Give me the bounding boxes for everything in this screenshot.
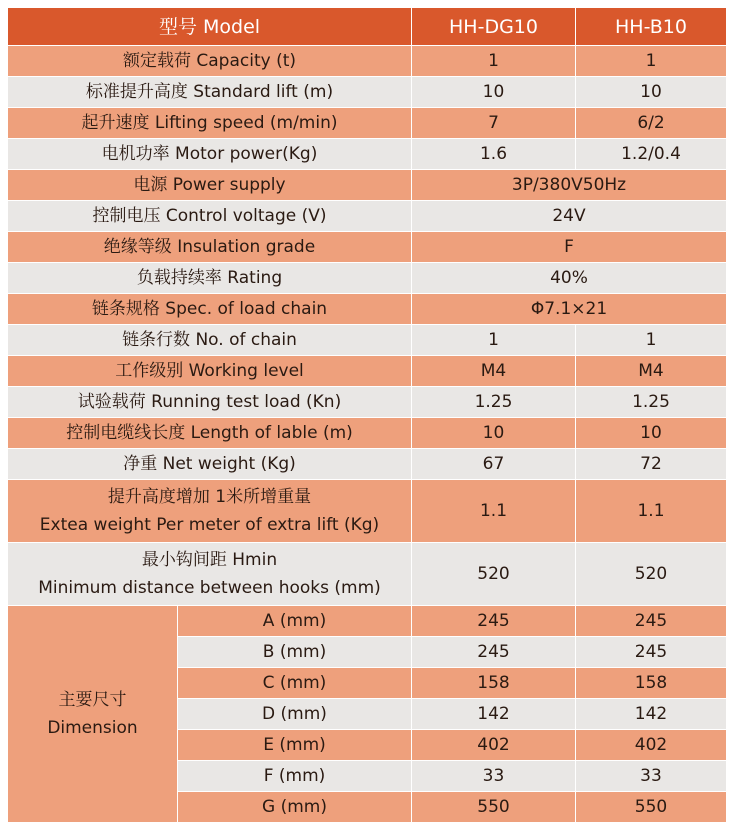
row-label: 控制电缆线长度 Length of lable (m) [8, 418, 412, 449]
row-value-2: 72 [576, 449, 727, 480]
row-value-2: 520 [576, 543, 727, 606]
row-value-2: 245 [576, 637, 727, 668]
row-label: 标准提升高度 Standard lift (m) [8, 77, 412, 108]
hmin-label-en: Minimum distance between hooks (mm) [38, 578, 381, 598]
row-value-1: 1.25 [412, 387, 576, 418]
row-value-2: 10 [576, 77, 727, 108]
table-row [8, 387, 727, 418]
row-label: 工作级别 Working level [8, 356, 412, 387]
row-label: 负载持续率 Rating [8, 263, 412, 294]
row-value-1: 402 [412, 730, 576, 761]
row-value-1: 10 [412, 77, 576, 108]
row-value-1: 10 [412, 418, 576, 449]
row-value-1: M4 [412, 356, 576, 387]
row-label: 控制电压 Control voltage (V) [8, 201, 412, 232]
row-value-2: 1.2/0.4 [576, 139, 727, 170]
row-label: 额定载荷 Capacity (t) [8, 46, 412, 77]
dimension-sub-label: G (mm) [178, 792, 412, 823]
row-value-2: 1.25 [576, 387, 727, 418]
dimension-sub-label: A (mm) [178, 606, 412, 637]
row-value-1: 245 [412, 606, 576, 637]
table-row [8, 201, 727, 232]
row-value-2: 402 [576, 730, 727, 761]
row-value-2: 550 [576, 792, 727, 823]
table-row [8, 356, 727, 387]
dimension-row [8, 606, 727, 637]
table-row [8, 449, 727, 480]
row-label: 净重 Net weight (Kg) [8, 449, 412, 480]
table-row [8, 418, 727, 449]
row-value-1: 1 [412, 46, 576, 77]
row-value-1: 158 [412, 668, 576, 699]
row-value-2: 142 [576, 699, 727, 730]
hmin-label-cn: 最小钩间距 Hmin [141, 550, 278, 570]
table-row [8, 77, 727, 108]
dimension-label-cn: 主要尺寸 [58, 690, 127, 710]
table-row [8, 294, 727, 325]
dimension-label-en: Dimension [47, 718, 138, 738]
row-value-1: 520 [412, 543, 576, 606]
row-value-2: 10 [576, 418, 727, 449]
row-value-1: 142 [412, 699, 576, 730]
table-row-extra-weight [8, 480, 727, 543]
extra-weight-label-en: Extea weight Per meter of extra lift (Kg) [39, 515, 380, 535]
row-value-merged: Φ7.1×21 [412, 294, 727, 325]
row-value-1: 67 [412, 449, 576, 480]
dimension-sub-label: F (mm) [178, 761, 412, 792]
row-value-1: 550 [412, 792, 576, 823]
table-row [8, 139, 727, 170]
row-value-2: 1 [576, 46, 727, 77]
row-value-merged: F [412, 232, 727, 263]
row-value-merged: 24V [412, 201, 727, 232]
table-row-hmin [8, 543, 727, 606]
row-value-2: 6/2 [576, 108, 727, 139]
dimension-sub-label: B (mm) [178, 637, 412, 668]
dimension-sub-label: E (mm) [178, 730, 412, 761]
dimension-sub-label: C (mm) [178, 668, 412, 699]
table-row [8, 325, 727, 356]
extra-weight-label-cn: 提升高度增加 1米所增重量 [107, 487, 312, 507]
table-row [8, 170, 727, 201]
row-value-merged: 3P/380V50Hz [412, 170, 727, 201]
row-value-2: 33 [576, 761, 727, 792]
row-value-1: 7 [412, 108, 576, 139]
extra-weight-label [8, 480, 412, 543]
row-label: 起升速度 Lifting speed (m/min) [8, 108, 412, 139]
row-value-1: 245 [412, 637, 576, 668]
header-row [8, 8, 727, 46]
spec-table [7, 7, 727, 823]
row-value-2: M4 [576, 356, 727, 387]
row-value-merged: 40% [412, 263, 727, 294]
table-row [8, 46, 727, 77]
row-label: 链条行数 No. of chain [8, 325, 412, 356]
hmin-label [8, 543, 412, 606]
row-value-1: 1.1 [412, 480, 576, 543]
header-model-label: 型号 Model [8, 8, 412, 46]
row-label: 试验载荷 Running test load (Kn) [8, 387, 412, 418]
row-value-2: 158 [576, 668, 727, 699]
dimension-sub-label: D (mm) [178, 699, 412, 730]
row-value-2: 1 [576, 325, 727, 356]
table-row [8, 108, 727, 139]
row-value-1: 1 [412, 325, 576, 356]
row-label: 链条规格 Spec. of load chain [8, 294, 412, 325]
row-value-1: 1.6 [412, 139, 576, 170]
row-label: 绝缘等级 Insulation grade [8, 232, 412, 263]
header-model-2: HH-B10 [576, 8, 727, 46]
dimension-label [8, 606, 178, 823]
row-value-2: 1.1 [576, 480, 727, 543]
row-value-2: 245 [576, 606, 727, 637]
table-row [8, 232, 727, 263]
table-row [8, 263, 727, 294]
row-label: 电机功率 Motor power(Kg) [8, 139, 412, 170]
row-label: 电源 Power supply [8, 170, 412, 201]
header-model-1: HH-DG10 [412, 8, 576, 46]
row-value-1: 33 [412, 761, 576, 792]
